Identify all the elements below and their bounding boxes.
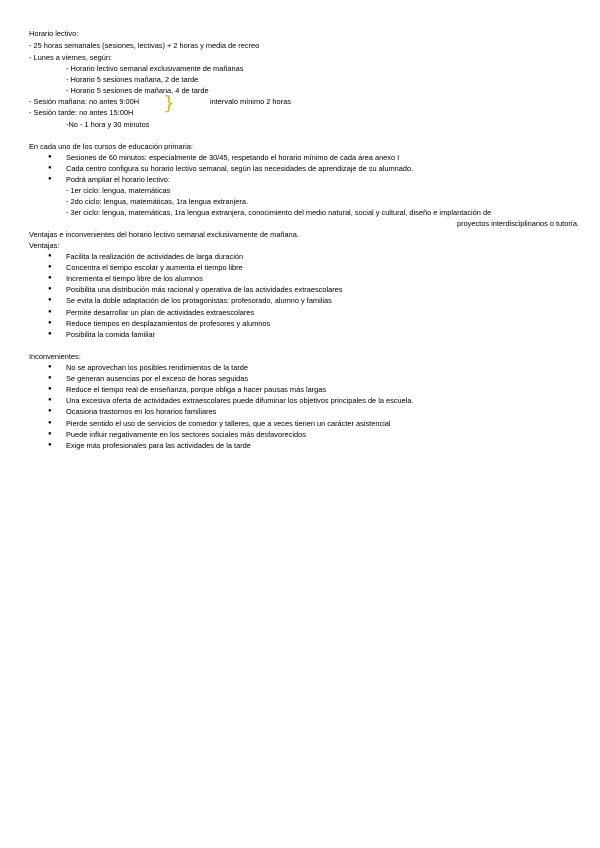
bullet-mark: ● (48, 408, 52, 415)
bullet-mark: ● (48, 397, 52, 404)
bullet-mark: ● (48, 330, 52, 337)
bullet-mark: ● (48, 286, 52, 293)
text-line: - Sesión tarde: no antes 15:00H (29, 108, 134, 117)
list-item: proyectos interdisciplinarios o tutoría. (457, 219, 580, 228)
list-item: Reduce el tiempo real de enseñanza, porque obliga a hacer pausas más largas (66, 385, 327, 395)
list-item: Incrementa el tiempo libre de los alumnos (66, 274, 203, 284)
bullet-mark: ● (48, 430, 52, 437)
bullet-mark: ● (48, 264, 52, 271)
list-item: Ocasiona trastornos en los horarios familiares (66, 407, 217, 417)
text-line: - Sesión mañana: no antes 9:00H (29, 97, 140, 106)
list-item: Se generan ausencias por el exceso de horas seguidas (66, 374, 249, 384)
schedule-heading: Horario lectivo: (29, 29, 79, 38)
text-line: En cada uno de los cursos de educación primaria: (29, 142, 193, 151)
list-item: - 3er ciclo: lengua, matemáticas, 1ra lengua extranjera, conocimiento del medio natural, social y cultural, diseño e implantación de (66, 208, 492, 217)
list-item: Exige más profesionales para las actividades de la tarde (66, 440, 251, 450)
list-item: Se evita la doble adaptación de los protagonistas: profesorado, alumno y familias (66, 296, 332, 306)
bullet-mark: ● (48, 375, 52, 382)
bullet-mark: ● (48, 386, 52, 393)
list-item: - 1er ciclo: lengua, matemáticas (66, 186, 171, 195)
list-item: Una excesiva oferta de actividades extraescolares puede difuminar los objetivos principales de la escuela. (66, 396, 414, 406)
list-item: Puede influir negativamente en los sectores sociales más desfavorecidos (66, 429, 306, 439)
bullet-mark: ● (48, 165, 52, 171)
brace-mark: } (163, 92, 176, 114)
bullet-mark: ● (48, 176, 52, 182)
bullet-mark: ● (48, 154, 52, 160)
list-item: Podrá ampliar el horario lectivo: (66, 175, 170, 184)
section-title: Ventajas: (29, 241, 60, 250)
section-title: Inconvenientes: (29, 352, 81, 361)
text-line: - Horario 5 sesiones de mañana, 4 de tarde (66, 86, 209, 95)
list-item: Sesiones de 60 minutos: especialmente de 30/45, respetando el horario mínimo de cada área anexo I (66, 153, 400, 162)
text-line: intervalo mínimo 2 horas (210, 97, 291, 106)
text-line: - 25 horas semanales (sesiones, lectivas) + 2 horas y media de recreo (29, 41, 260, 50)
text-line: - Horario lectivo semanal exclusivamente de mañanas (66, 64, 244, 73)
list-item: Posibilita la comida familiar (66, 329, 156, 339)
list-item: Permite desarrollar un plan de actividades extraescolares (66, 307, 255, 317)
list-item: Reduce tiempos en desplazamientos de profesores y alumnos (66, 318, 271, 328)
bullet-mark: ● (48, 275, 52, 282)
text-line: - Horario 5 sesiones mañana, 2 de tarde (66, 75, 199, 84)
bullet-mark: ● (48, 441, 52, 448)
list-item: Concentra el tiempo escolar y aumenta el tiempo libre (66, 263, 243, 273)
list-item: Cada centro configura su horario lectivo semanal, según las necesidades de aprendizaje de su alumnado. (66, 164, 414, 173)
list-item: No se aprovechan los posibles rendimientos de la tarde (66, 363, 248, 372)
list-item: - 2do ciclo: lengua, matemáticas, 1ra lengua extranjera. (66, 197, 248, 206)
bullet-mark: ● (48, 253, 52, 259)
bullet-mark: ● (48, 364, 52, 370)
list-item: Facilita la realización de actividades de larga duración (66, 252, 244, 261)
bullet-mark: ● (48, 419, 52, 426)
list-item: Posibilita una distribución más racional y operativa de las actividades extraescolares (66, 285, 343, 295)
section-title: Ventajas e inconvenientes del horario lectivo semanal exclusivamente de mañana. (29, 230, 299, 239)
bullet-mark: ● (48, 297, 52, 304)
text-line: - Lunes a viernes, según: (29, 53, 112, 62)
bullet-mark: ● (48, 319, 52, 326)
list-item: Pierde sentido el uso de servicios de comedor y talleres, que a veces tienen un carácter asistencial (66, 418, 391, 428)
bullet-mark: ● (48, 308, 52, 315)
text-line: -No - 1 hora y 30 minutos (66, 120, 150, 129)
